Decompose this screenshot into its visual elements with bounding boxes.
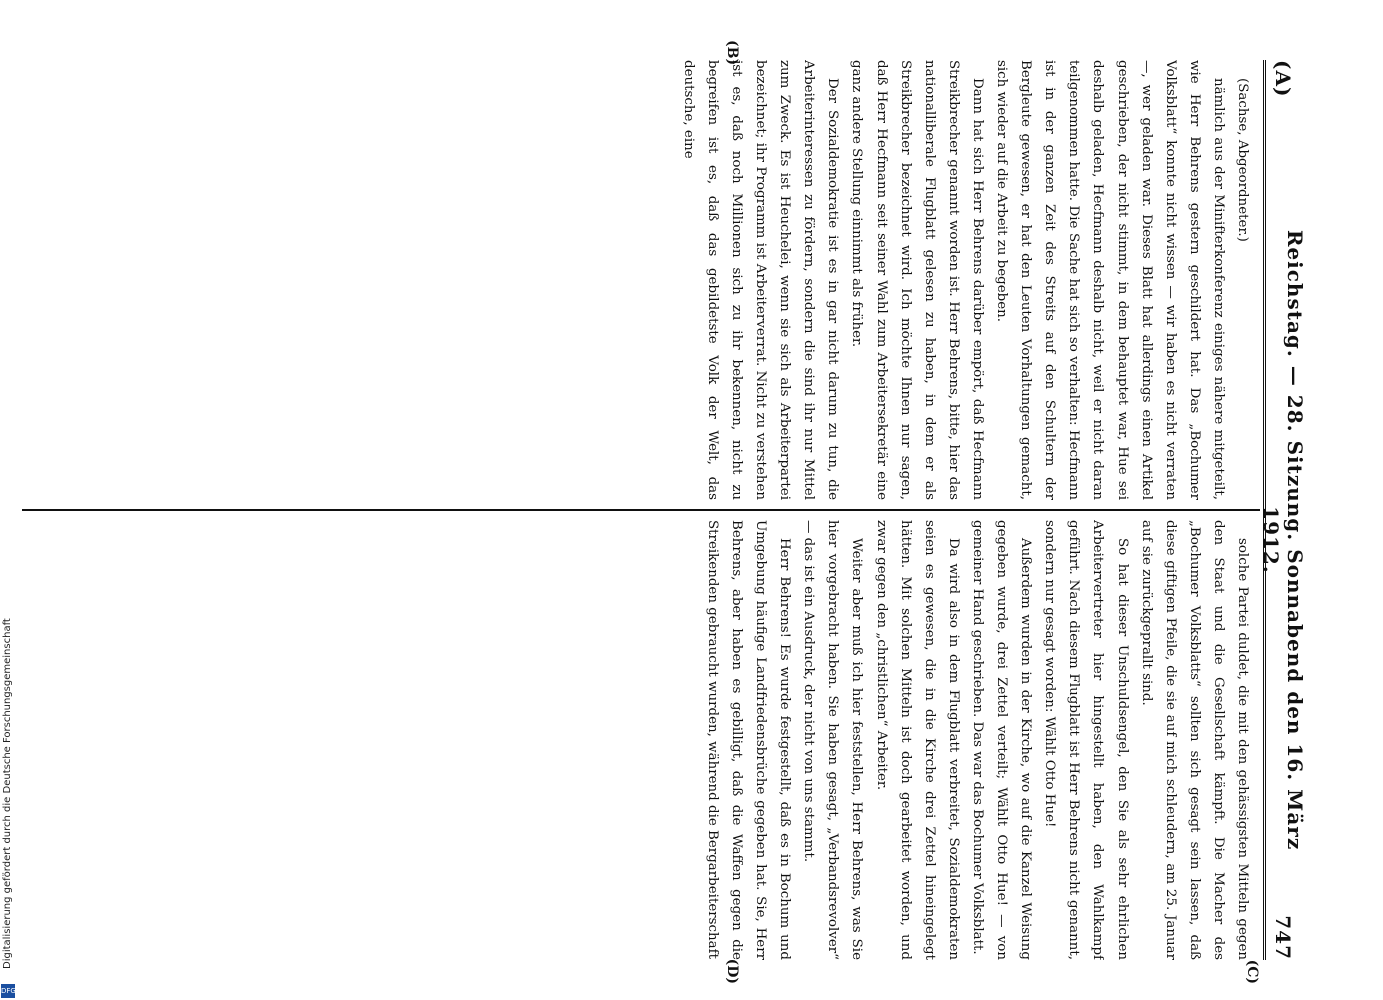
page-number: 747	[1271, 915, 1295, 960]
speaker-line: (Sachse, Abgeordneter.)	[1235, 78, 1250, 242]
margin-mark-c: (C)	[1244, 959, 1260, 984]
paragraph: Da wird also in dem Flugblatt verbreitet, Sozialdemokraten seien es gewesen, die in die Kirche drei Zettel hineingelegt hätten. Mit solchen Mitteln ist doch gearbeitet worden, und zwar gegen den „christlichen“ Arbeiter.	[873, 520, 961, 960]
paragraph: nämlich aus der Minifterkonferenz einiges nähere mitgeteilt, wie Herr Behrens gestern geschildert hat. Das „Bochumer Volksblatt“ konnte nicht wissen — wir haben es nicht verraten —, wer geladen war. Dieses Blatt hat allerdings einen Artikel geschrieben, der nicht stimmt, in dem behauptet war, Hue sei deshalb geladen, Hecfmann deshalb nicht, weil er nicht daran teilgenommen hatte. Die Sache hat sich so verhalten: Hecfmann ist in der ganzen Zeit des Streits auf den Schultern der Bergleute gewesen, er hat den Leuten Vorhaltungen gemacht, sich wieder auf die Arbeit zu begeben.	[994, 60, 1226, 500]
document-page	[10, 40, 1307, 984]
column-divider	[22, 509, 1260, 511]
running-title: Reichstag. — 28. Sitzung. Sonnabend den 16. März 1912.	[1259, 229, 1307, 851]
margin-mark-a: (A)	[1271, 60, 1295, 98]
text-column-left	[22, 60, 1254, 500]
paragraph: Herr Behrens! Es wurde festgestellt, daß es in Bochum und Umgebung häufige Landfriedensbrüche gegeben hat. Sie, Herr Behrens, aber haben es gebilligt, daß die Waffen gegen die Streikenden gebraucht wurden, während die Bergarbeiterschaft	[704, 520, 793, 960]
margin-mark-b: (B)	[724, 40, 740, 66]
paragraph: Weiter aber muß ich hier feststellen, Herr Behrens, was Sie hier vorgebracht haben. Sie haben gesagt, „Verbandsrevolver“ — das ist ein Ausdruck, der nicht von uns stammt.	[801, 520, 865, 960]
dfg-logo: DFG	[1, 984, 15, 998]
margin-mark-d: (D)	[724, 958, 740, 984]
paragraph: Der Sozialdemokratie ist es in gar nicht darum zu tun, die Arbeiterinteressen zu fördern, sondern die sind ihr nur Mittel zum Zweck. Es ist Heuchelei, wenn sie sich als Arbeiterpartei bezeichnet; ihr Programm ist Arbeiterverrat. Nicht zu verstehen ist es, daß noch Millionen sich zu ihr bekennen, nicht zu begreifen ist es, daß das gebildetste Volk der Welt, das deutsche, eine	[680, 60, 841, 500]
paragraph: Dann hat sich Herr Behrens darüber empört, daß Hecfmann Streikbrecher genannt worden ist. Herr Behrens, bitte, hier das nationalliberale Flugblatt gelesen zu haben, in dem er als Streikbrecher bezeichnet wird. Ich möchte Ihnen nur sagen, daß Herr Hecfmann seit seiner Wahl zum Arbeitersekretär eine ganz andere Stellung einnimmt als früher.	[849, 60, 985, 500]
paragraph: Außerdem wurden in der Kirche, wo auf die Kanzel Weisung gegeben wurde, drei Zettel verteilt; Wählt Otto Hue! — von gemeiner Hand geschrieben. Das war das Bochumer Volksblatt.	[969, 520, 1034, 960]
digitization-credit: Digitalisierung gefördert durch die Deutsche Forschungsgemeinschaft	[2, 618, 13, 969]
paragraph: So hat dieser Unschuldsengel, den Sie als sehr ehrlichen Arbeitervertreter hier hingestellt haben, den Wahlkampf geführt. Nach diesem Flugblatt ist Herr Behrens nicht genannt, sondern nur gesagt worden: Wählt Otto Hue!	[1042, 520, 1130, 960]
text-column-right	[22, 520, 1254, 960]
paragraph: solche Partei duldet, die mit den gehässigsten Mitteln gegen den Staat und die Gesellschaft kämpft. Die Macher des „Bochumer Volksblatts“ sollten sich gesagt sein lassen, daß diese giftigen Pfeile, die sie auf mich schleudern, am 25. Januar auf sie zurückgeprallt sind.	[1138, 520, 1250, 960]
page-header	[1259, 60, 1307, 960]
